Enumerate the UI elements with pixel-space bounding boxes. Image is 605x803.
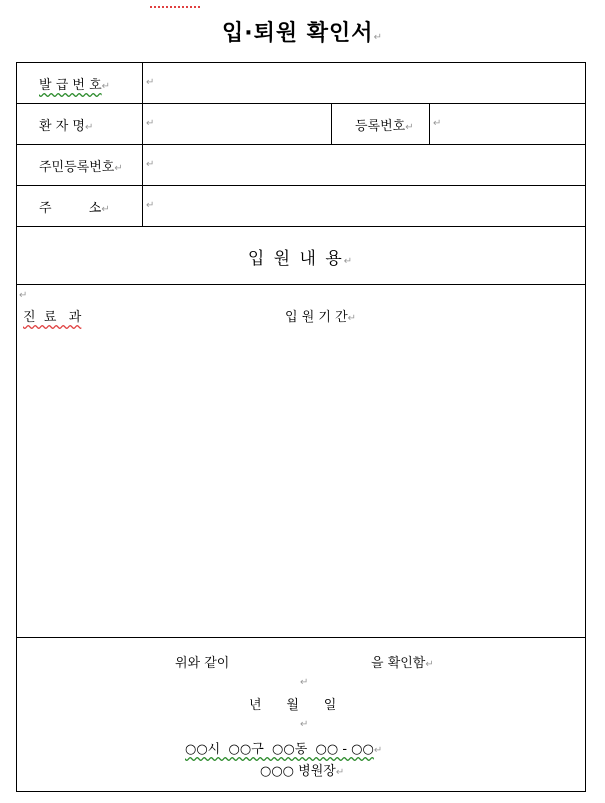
column-divider [429,103,430,144]
admission-details-area[interactable] [21,331,581,631]
patient-name-label: 환 자 명↵ [39,119,94,134]
paragraph-mark: ↵ [300,677,309,688]
date-line: 년 월 일 [249,698,337,713]
spellcheck-mark [150,2,200,8]
address-field[interactable]: ↵ [146,200,155,211]
address-label: 주 소↵ [39,201,110,216]
column-divider [142,63,143,226]
resident-number-label: 주민등록번호↵ [39,160,123,175]
row-divider [17,103,585,104]
registration-number-label: 등록번호↵ [355,119,414,134]
confirmation-statement-suffix: 을 확인함↵ [371,656,434,671]
row-divider [17,185,585,186]
issue-number-field[interactable]: ↵ [146,77,155,88]
certificate-form [16,62,586,792]
row-divider [17,144,585,145]
page-title [0,16,605,47]
registration-number-field[interactable]: ↵ [433,118,442,129]
paragraph-mark: ↵ [373,32,383,43]
admission-period-label: 입 원 기 간↵ [285,310,357,325]
issue-number-label: 발 급 번 호↵ [39,78,111,93]
confirmation-statement-prefix: 위와 같이 [175,656,230,671]
resident-number-field[interactable]: ↵ [146,159,155,170]
paragraph-mark: ↵ [19,290,28,301]
patient-name-field[interactable]: ↵ [146,118,155,129]
hospital-address-line: ○○시 ○○구 ○○동 ○○ - ○○↵ [185,742,383,757]
hospital-director-signature: ○○○ 병원장↵ [260,764,345,779]
document-title: 입·퇴원 확인서 [222,21,374,46]
row-divider [17,637,585,638]
department-label: 진 료 과 [23,310,82,325]
admission-section-title: 입 원 내 용↵ [247,249,355,269]
row-divider [17,284,585,285]
row-divider [17,226,585,227]
column-divider [331,103,332,144]
paragraph-mark: ↵ [300,719,309,730]
